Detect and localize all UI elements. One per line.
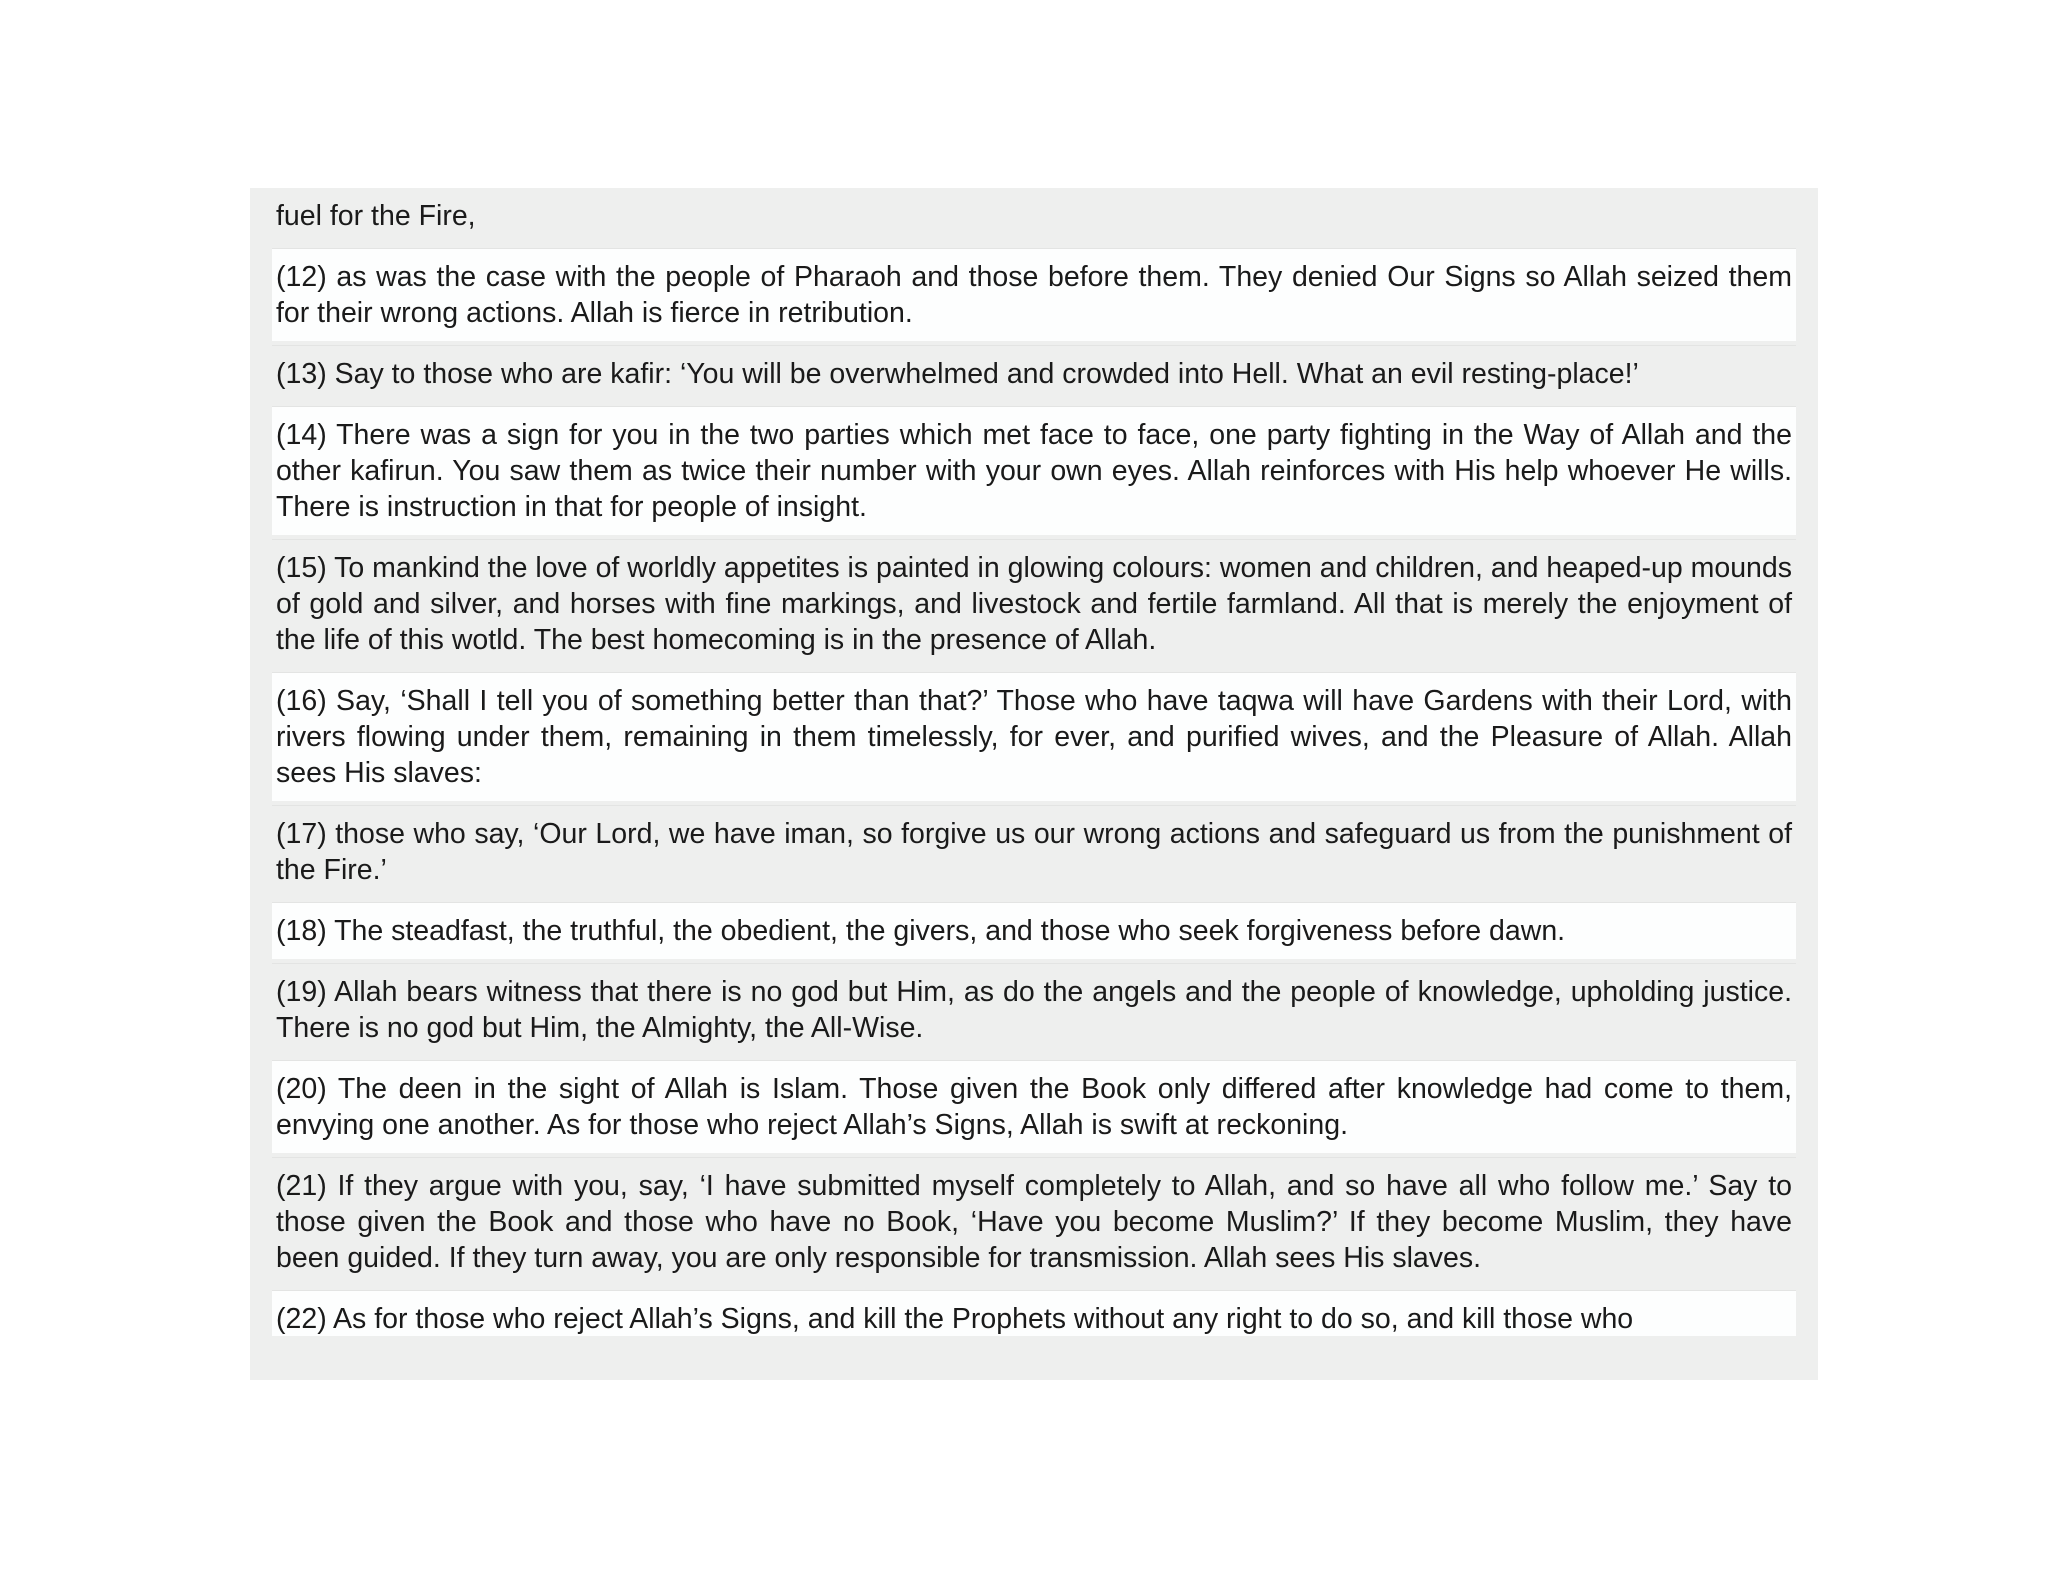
verse-row-12: (12) as was the case with the people of Pharaoh and those before them. They denied Our Signs so Allah seized them for their wrong actions. Allah is fierce in retribution.: [272, 248, 1796, 341]
verse-row-continuation: fuel for the Fire,: [272, 194, 1796, 244]
verse-row-19: (19) Allah bears witness that there is no god but Him, as do the angels and the people of knowledge, upholding justice. There is no god but Him, the Almighty, the All-Wise.: [272, 963, 1796, 1056]
verse-row-20: (20) The deen in the sight of Allah is Islam. Those given the Book only differed after knowledge had come to them, envying one another. As for those who reject Allah’s Signs, Allah is swift at reckoning.: [272, 1060, 1796, 1153]
verse-row-17: (17) those who say, ‘Our Lord, we have iman, so forgive us our wrong actions and safeguard us from the punishment of the Fire.’: [272, 805, 1796, 898]
verse-row-16: (16) Say, ‘Shall I tell you of something better than that?’ Those who have taqwa will have Gardens with their Lord, with rivers flowing under them, remaining in them timelessly, for ever, and purified wives, and the Pleasure of Allah. Allah sees His slaves:: [272, 672, 1796, 801]
verse-row-22: (22) As for those who reject Allah’s Signs, and kill the Prophets without any right to do so, and kill those who: [272, 1290, 1796, 1336]
verse-row-21: (21) If they argue with you, say, ‘I have submitted myself completely to Allah, and so have all who follow me.’ Say to those given the Book and those who have no Book, ‘Have you become Muslim?’ If they become Muslim, they have been guided. If they turn away, you are only responsible for transmission. Allah sees His slaves.: [272, 1157, 1796, 1286]
verse-row-13: (13) Say to those who are kafir: ‘You will be overwhelmed and crowded into Hell. What an evil resting-place!’: [272, 345, 1796, 402]
verse-row-18: (18) The steadfast, the truthful, the obedient, the givers, and those who seek forgiveness before dawn.: [272, 902, 1796, 959]
verse-list: [272, 194, 1796, 1336]
verse-row-15: (15) To mankind the love of worldly appetites is painted in glowing colours: women and children, and heaped-up mounds of gold and silver, and horses with fine markings, and livestock and fertile farmland. All that is merely the enjoyment of the life of this wotld. The best homecoming is in the presence of Allah.: [272, 539, 1796, 668]
verse-row-14: (14) There was a sign for you in the two parties which met face to face, one party fighting in the Way of Allah and the other kafirun. You saw them as twice their number with your own eyes. Allah reinforces with His help whoever He wills. There is instruction in that for people of insight.: [272, 406, 1796, 535]
document-page: [250, 188, 1818, 1380]
